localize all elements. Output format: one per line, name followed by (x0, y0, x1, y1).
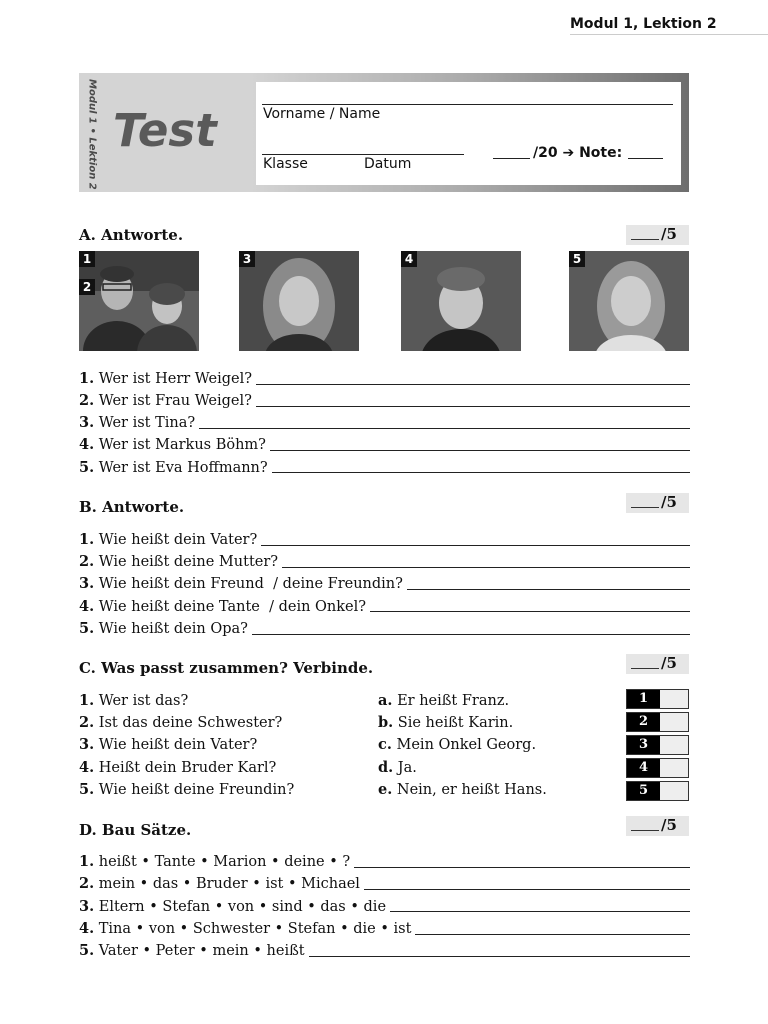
photo-number: 4 (401, 251, 417, 267)
match-question: 5. Wie heißt deine Freundin? (79, 781, 298, 798)
section-d-score (626, 816, 689, 836)
photo-image (401, 251, 521, 351)
answer-line[interactable] (273, 567, 690, 568)
match-box-number: 3 (627, 736, 660, 754)
class-date-input-line[interactable] (262, 154, 464, 155)
section-d-title: D. Bau Sätze. (79, 821, 192, 839)
photo-number: 5 (569, 251, 585, 267)
photo-tina (239, 251, 359, 351)
photo-number: 1 (79, 251, 95, 267)
answer-line[interactable] (352, 611, 690, 612)
answer-line[interactable] (190, 428, 690, 429)
match-question: 3. Wie heißt dein Vater? (79, 736, 261, 753)
answer-line[interactable] (252, 545, 690, 546)
question: 5. Wie heißt dein Opa? (79, 620, 252, 637)
score-total: /5 (661, 654, 677, 672)
match-answer-box[interactable] (626, 689, 689, 709)
answer-line[interactable] (240, 406, 690, 407)
header-rule (570, 34, 768, 35)
answer-line[interactable] (342, 867, 690, 868)
question: 1. Wie heißt dein Vater? (79, 531, 261, 548)
points-label: /20 ➔ Note: (533, 145, 623, 161)
name-box (256, 82, 681, 185)
test-title: Test (113, 104, 217, 157)
question: 4. Tina • von • Schwester • Stefan • die • ist (79, 920, 415, 937)
question: 1. heißt • Tante • Marion • deine • ? (79, 853, 354, 870)
answer-line[interactable] (342, 889, 690, 890)
photo-eva-hoffmann (569, 251, 689, 351)
match-answer-box[interactable] (626, 781, 689, 801)
match-answer: a. Er heißt Franz. (378, 692, 513, 709)
score-blank[interactable] (631, 668, 659, 669)
section-a-title: A. Antworte. (79, 226, 184, 244)
question: 4. Wie heißt deine Tante / dein Onkel? (79, 598, 370, 615)
question: 4. Wer ist Markus Böhm? (79, 436, 270, 453)
answer-line[interactable] (368, 911, 690, 912)
section-b-title: B. Antworte. (79, 498, 185, 516)
score-blank[interactable] (631, 239, 659, 240)
photo-number: 3 (239, 251, 255, 267)
score-total: /5 (661, 816, 677, 834)
answer-line[interactable] (262, 450, 690, 451)
answer-line[interactable] (294, 956, 690, 957)
question: 5. Wer ist Eva Hoffmann? (79, 459, 272, 476)
answer-line[interactable] (393, 589, 690, 590)
photo-image (569, 251, 689, 351)
match-answer-box[interactable] (626, 735, 689, 755)
match-box-number: 5 (627, 782, 660, 800)
score-total: /5 (661, 493, 677, 511)
score-blank[interactable] (631, 830, 659, 831)
match-box-number: 2 (627, 713, 660, 731)
match-box-number: 4 (627, 759, 660, 777)
name-input-line[interactable] (262, 104, 673, 105)
question: 2. Wie heißt deine Mutter? (79, 553, 282, 570)
match-answer: c. Mein Onkel Georg. (378, 736, 540, 753)
photo-image (79, 251, 199, 351)
answer-line[interactable] (240, 384, 690, 385)
module-header: Modul 1, Lektion 2 (570, 16, 717, 32)
class-label: Klasse (263, 156, 308, 172)
question: 1. Wer ist Herr Weigel? (79, 370, 256, 387)
photo-image (239, 251, 359, 351)
match-answer-box[interactable] (626, 712, 689, 732)
question: 2. Wer ist Frau Weigel? (79, 392, 256, 409)
score-blank[interactable] (631, 507, 659, 508)
answer-line[interactable] (262, 472, 690, 473)
answer-line[interactable] (388, 934, 690, 935)
question: 5. Vater • Peter • mein • heißt (79, 942, 309, 959)
photo-herr-frau-weigel (79, 251, 199, 351)
section-c-score (626, 654, 689, 674)
photo-markus-boehm (401, 251, 521, 351)
match-answer: b. Sie heißt Karin. (378, 714, 517, 731)
match-question: 1. Wer ist das? (79, 692, 192, 709)
question: 2. mein • das • Bruder • ist • Michael (79, 875, 364, 892)
banner-side-label: Modul 1 • Lektion 2 (86, 78, 98, 190)
grade-blank[interactable] (628, 158, 663, 159)
match-box-number: 1 (627, 690, 660, 708)
points-blank[interactable] (493, 158, 530, 159)
section-c-title: C. Was passt zusammen? Verbinde. (79, 659, 374, 677)
answer-line[interactable] (246, 634, 690, 635)
score-total: /5 (661, 225, 677, 243)
question: 3. Eltern • Stefan • von • sind • das • die (79, 898, 390, 915)
name-label: Vorname / Name (263, 106, 381, 122)
photo-number: 2 (79, 279, 95, 295)
match-answer: d. Ja. (378, 759, 421, 776)
match-answer: e. Nein, er heißt Hans. (378, 781, 551, 798)
section-b-score (626, 493, 689, 513)
section-a-score (626, 225, 689, 245)
question: 3. Wie heißt dein Freund / deine Freundin? (79, 575, 407, 592)
match-question: 2. Ist das deine Schwester? (79, 714, 286, 731)
match-answer-box[interactable] (626, 758, 689, 778)
match-question: 4. Heißt dein Bruder Karl? (79, 759, 280, 776)
date-label: Datum (364, 156, 412, 172)
question: 3. Wer ist Tina? (79, 414, 199, 431)
